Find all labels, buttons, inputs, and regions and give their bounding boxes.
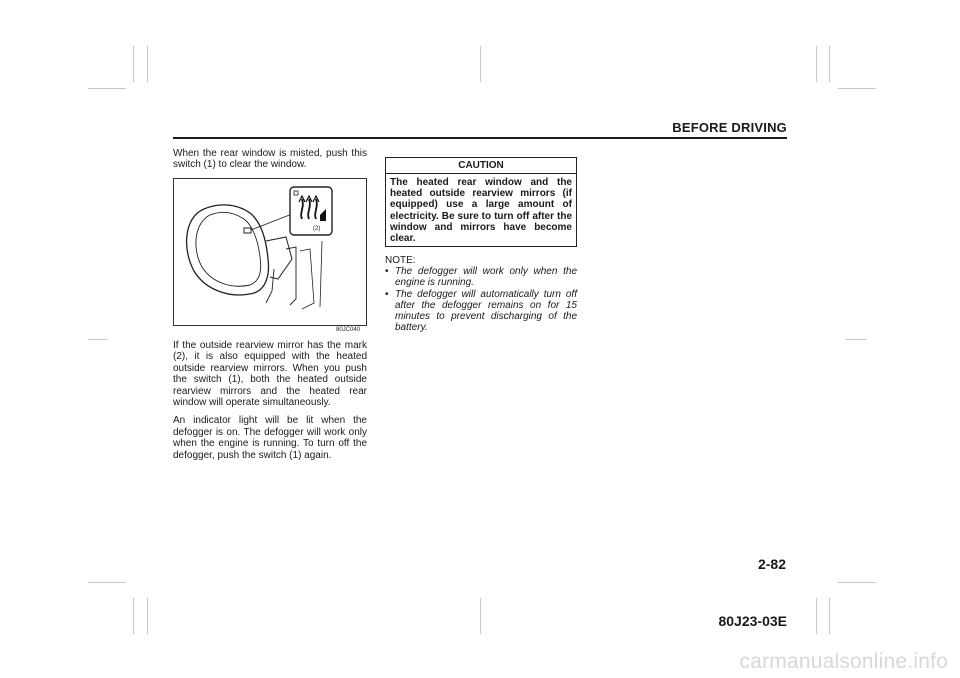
watermark-text: carmanualsonline.info	[739, 650, 948, 673]
crop-mark	[133, 46, 134, 82]
note-item	[385, 266, 577, 288]
caution-heading: CAUTION	[386, 158, 576, 174]
indicator-paragraph: An indicator light will be lit when the defogger is on. The defogger will work only when the engine is running. To turn off the defogger, push the switch (1) again.	[173, 415, 367, 461]
crop-mark	[88, 582, 126, 583]
mirror-illustration	[173, 178, 367, 326]
crop-mark	[480, 598, 481, 634]
header-rule	[173, 137, 787, 139]
figure-code: 80JC040	[336, 327, 361, 333]
note-block	[385, 255, 577, 333]
crop-mark	[88, 339, 108, 340]
document-code: 80J23-03E	[718, 613, 787, 629]
heated-mirror-diagram	[174, 179, 366, 325]
bullet-icon: •	[385, 288, 389, 300]
crop-mark	[816, 598, 817, 634]
intro-paragraph	[173, 148, 367, 178]
crop-mark	[816, 46, 817, 82]
crop-mark	[147, 598, 148, 634]
note-item-text: The defogger will work only when the engine is running.	[395, 266, 577, 289]
crop-mark	[829, 598, 830, 634]
bullet-icon: •	[385, 266, 389, 278]
caution-text: The heated rear window and the heated outside rearview mirrors (if equipped) use a large amount of electricity. Be sure to turn off after the window and mirrors have become clear.	[390, 177, 572, 245]
intro-text: When the rear window is misted, push this switch (1) to clear the window.	[173, 148, 367, 171]
body-paragraphs	[173, 340, 367, 468]
page-number: 2-82	[757, 556, 786, 572]
caution-box	[385, 157, 577, 247]
note-item-text: The defogger will automatically turn off after the defogger remains on for 15 minutes to prevent discharging of the battery.	[395, 288, 577, 334]
mirror-paragraph: If the outside rearview mirror has the mark (2), it is also equipped with the heated outside rearview mirrors. When you push the switch (1), both the heated outside rearview mirrors and the heated rear window will operate simultaneously.	[173, 340, 367, 409]
note-item	[385, 289, 577, 334]
crop-mark	[838, 582, 876, 583]
section-title: BEFORE DRIVING	[672, 120, 787, 135]
crop-mark	[846, 339, 866, 340]
crop-mark	[88, 88, 126, 89]
crop-mark	[133, 598, 134, 634]
figure-callout-label: (2)	[313, 226, 321, 232]
note-list	[385, 266, 577, 333]
crop-mark	[147, 46, 148, 82]
crop-mark	[829, 46, 830, 82]
crop-mark	[480, 46, 481, 82]
crop-mark	[838, 88, 876, 89]
note-label: NOTE:	[385, 255, 416, 266]
